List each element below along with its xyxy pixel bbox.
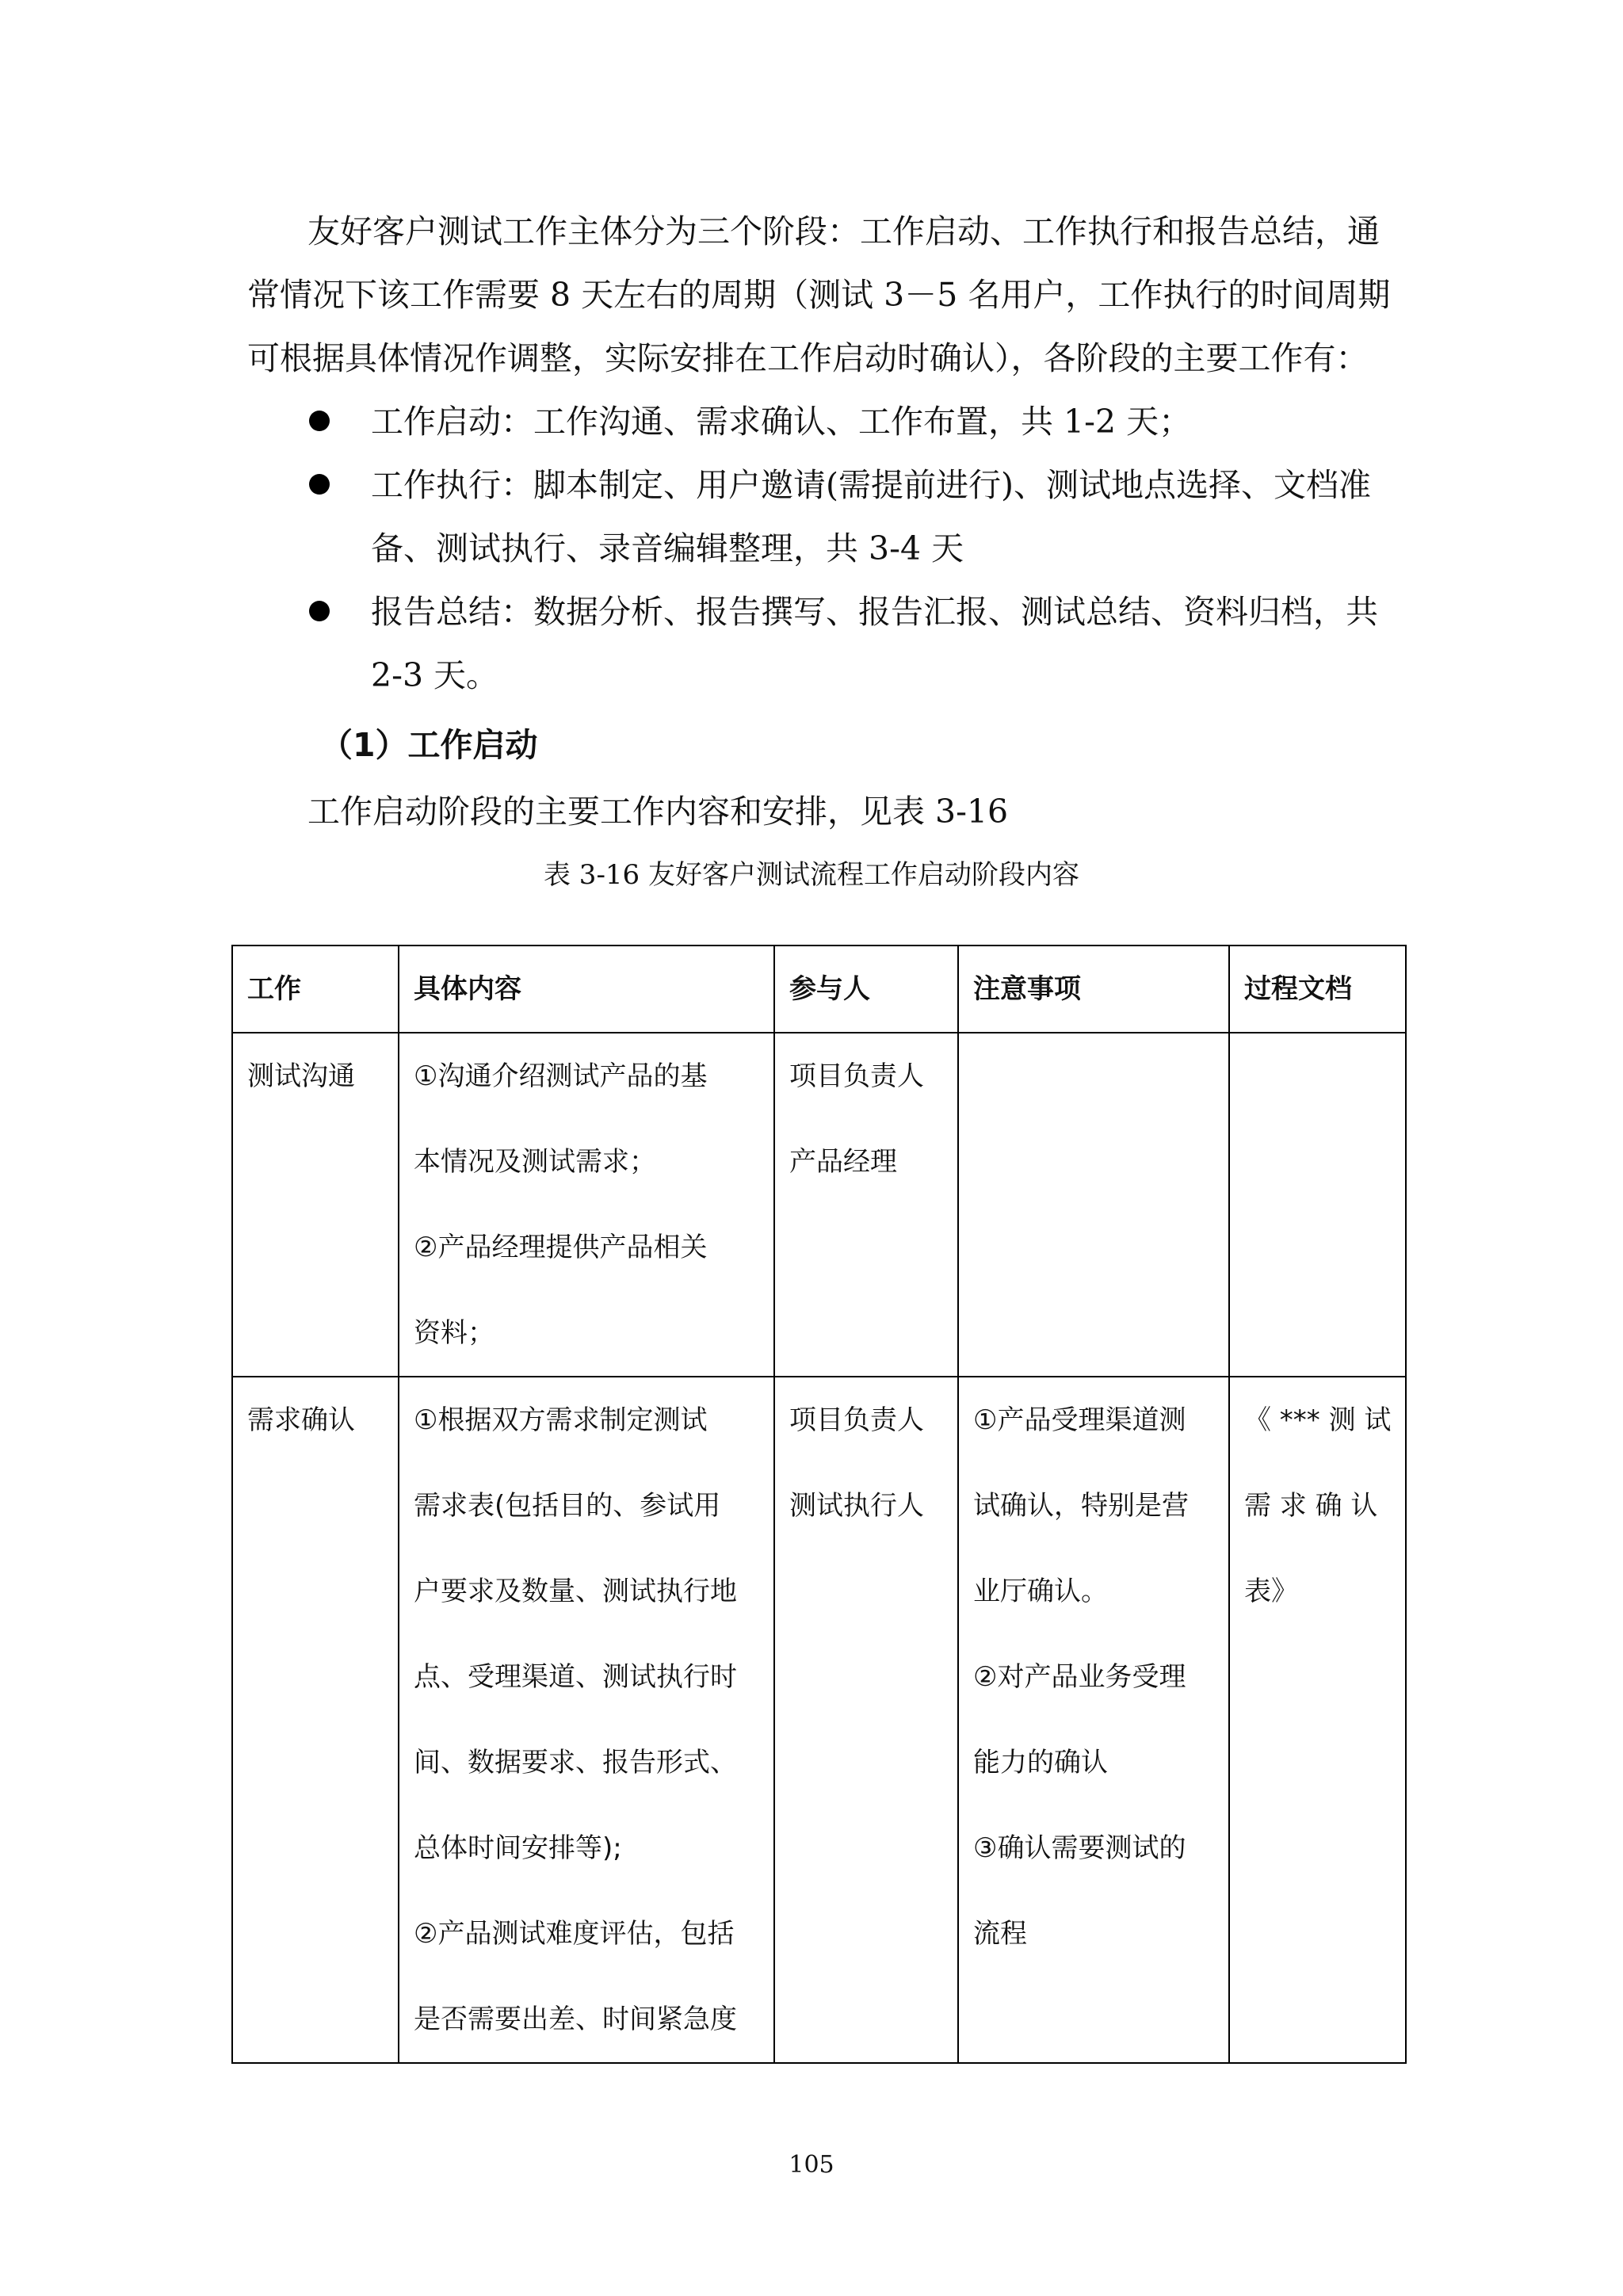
cell-line: ②产品测试难度评估，包括	[414, 1918, 735, 1950]
table-header-row	[232, 946, 1406, 1033]
paragraph-line: 友好客户测试工作主体分为三个阶段：工作启动、工作执行和报告总结，通	[307, 212, 1380, 250]
header-notes: 注意事项	[958, 946, 1229, 1033]
cell-notes	[958, 1377, 1229, 2063]
cell-line: 需求确认	[247, 1404, 355, 1436]
bullet-dot-icon	[309, 474, 330, 495]
cell-content	[399, 1377, 774, 2063]
cell-line: 项目负责人	[789, 1404, 924, 1436]
cell-line: 本情况及测试需求；	[414, 1146, 656, 1178]
section-title: （1）工作启动	[320, 726, 538, 764]
cell-line: ③确认需要测试的	[973, 1832, 1186, 1864]
cell-line: 需 求 确 认	[1244, 1490, 1378, 1522]
table-caption: 表 3-16 友好客户测试流程工作启动阶段内容	[544, 859, 1079, 891]
bullet-line: 工作执行：脚本制定、用户邀请(需提前进行)、测试地点选择、文档准	[371, 466, 1371, 504]
bullet-item-execute	[247, 453, 1395, 580]
table-row	[232, 1033, 1406, 1377]
header-content: 具体内容	[399, 946, 774, 1033]
cell-line: ②对产品业务受理	[973, 1661, 1186, 1693]
cell-line: 试确认，特别是营	[973, 1490, 1189, 1522]
bullet-item-start	[247, 390, 1395, 453]
cell-line: 点、受理渠道、测试执行时	[414, 1661, 737, 1693]
intro-paragraph	[247, 200, 1395, 390]
cell-line: 资料；	[414, 1317, 495, 1349]
cell-line: ②产品经理提供产品相关	[414, 1232, 708, 1263]
bullet-item-report	[247, 580, 1395, 707]
cell-line: 是否需要出差、时间紧急度	[414, 2004, 737, 2035]
cell-line: 测试沟通	[247, 1060, 355, 1092]
cell-notes	[958, 1033, 1229, 1377]
cell-line: ①根据双方需求制定测试	[414, 1404, 708, 1436]
bullet-line: 工作启动：工作沟通、需求确认、工作布置，共 1-2 天；	[371, 403, 1192, 441]
work-start-table	[231, 945, 1407, 2064]
cell-docs	[1229, 1377, 1406, 2063]
cell-content	[399, 1033, 774, 1377]
cell-line: 《 *** 测 试	[1244, 1404, 1392, 1436]
bullet-dot-icon	[309, 411, 330, 431]
cell-participants	[774, 1377, 958, 2063]
cell-line: 产品经理	[789, 1146, 897, 1178]
header-participants: 参与人	[774, 946, 958, 1033]
phase-bullet-list	[247, 390, 1395, 707]
cell-line: 流程	[973, 1918, 1027, 1950]
cell-line: ①产品受理渠道测	[973, 1404, 1186, 1436]
cell-docs	[1229, 1033, 1406, 1377]
table-intro: 工作启动阶段的主要工作内容和安排，见表 3-16	[307, 793, 1009, 831]
cell-line: 能力的确认	[973, 1747, 1108, 1778]
header-work: 工作	[232, 946, 399, 1033]
cell-line: 测试执行人	[789, 1490, 924, 1522]
bullet-line: 报告总结：数据分析、报告撰写、报告汇报、测试总结、资料归档，共	[371, 593, 1378, 631]
cell-line: 业厅确认。	[973, 1576, 1108, 1607]
header-docs: 过程文档	[1229, 946, 1406, 1033]
cell-participants	[774, 1033, 958, 1377]
cell-work	[232, 1033, 399, 1377]
bullet-dot-icon	[309, 601, 330, 621]
cell-line: 需求表(包括目的、参试用	[414, 1490, 721, 1522]
paragraph-line: 可根据具体情况作调整，实际安排在工作启动时确认），各阶段的主要工作有：	[247, 339, 1369, 377]
cell-work	[232, 1377, 399, 2063]
bullet-line: 2-3 天。	[371, 656, 499, 694]
cell-line: ①沟通介绍测试产品的基	[414, 1060, 708, 1092]
paragraph-line: 常情况下该工作需要 8 天左右的周期（测试 3－5 名用户，工作执行的时间周期	[247, 276, 1391, 314]
cell-line: 间、数据要求、报告形式、	[414, 1747, 737, 1778]
bullet-line: 备、测试执行、录音编辑整理，共 3-4 天	[371, 529, 964, 567]
page-number: 105	[789, 2151, 834, 2179]
cell-line: 总体时间安排等);	[414, 1832, 622, 1864]
cell-line: 表》	[1244, 1576, 1298, 1607]
table-row	[232, 1377, 1406, 2063]
cell-line: 户要求及数量、测试执行地	[414, 1576, 737, 1607]
cell-line: 项目负责人	[789, 1060, 924, 1092]
